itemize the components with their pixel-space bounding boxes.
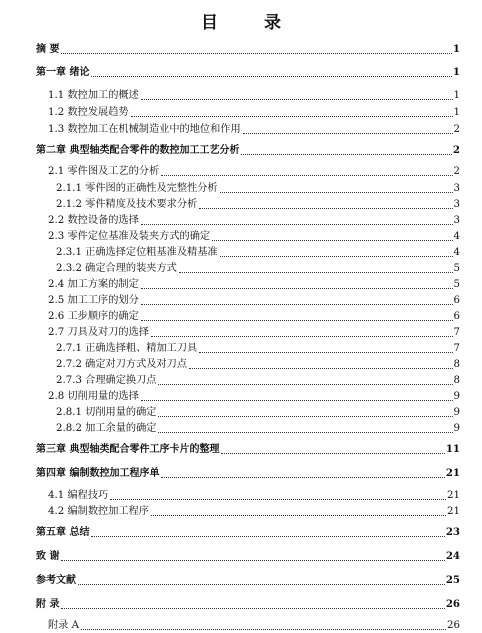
toc-entry-page: 6 — [453, 311, 460, 322]
toc-entry-label: 1.3 数控加工在机械制造业中的地位和作用 — [48, 124, 241, 135]
toc-entry[interactable] — [56, 245, 460, 260]
toc-entry[interactable] — [56, 421, 460, 436]
toc-entry-page: 1 — [452, 66, 460, 78]
toc-entry-label: 2.3.2 确定合理的装夹方式 — [56, 263, 177, 274]
dot-leader — [78, 584, 445, 585]
toc-entry-page: 9 — [453, 423, 460, 434]
toc-entry-page: 3 — [453, 183, 460, 194]
toc-entry-label: 4.2 编制数控加工程序 — [48, 506, 149, 517]
toc-entry[interactable] — [36, 442, 460, 457]
dot-leader — [141, 99, 453, 100]
toc-entry-label: 第四章 编制数控加工程序单 — [36, 468, 160, 479]
toc-entry-label: 2.6 工步顺序的确定 — [48, 311, 139, 322]
toc-entry[interactable] — [48, 229, 460, 244]
toc-entry[interactable] — [48, 122, 460, 137]
toc-entry-page: 7 — [453, 327, 460, 338]
dot-leader — [131, 116, 453, 117]
toc-entry-page: 1 — [453, 90, 460, 101]
toc-entry-page: 23 — [445, 526, 460, 538]
dot-leader — [141, 224, 453, 225]
toc-entry-label: 2.3 零件定位基准及装夹方式的确定 — [48, 231, 211, 242]
dot-leader — [220, 192, 453, 193]
toc-entry[interactable] — [48, 88, 460, 103]
toc-entry-page: 3 — [453, 199, 460, 210]
dot-leader — [141, 304, 453, 305]
dot-leader — [61, 53, 451, 54]
toc-entry-page: 7 — [453, 343, 460, 354]
toc-entry-label: 2.3.1 正确选择定位粗基准及精基准 — [56, 247, 218, 258]
toc-entry-page: 5 — [453, 263, 460, 274]
toc-entry-label: 2.7.2 确定对刀方式及对刀点 — [56, 359, 188, 370]
toc-entry[interactable] — [56, 357, 460, 372]
toc-entry[interactable] — [48, 488, 460, 503]
toc-entry-page: 6 — [453, 295, 460, 306]
toc-entry[interactable] — [48, 618, 460, 633]
dot-leader — [110, 499, 446, 500]
toc-entry-page: 3 — [453, 215, 460, 226]
toc-entry-label: 1.1 数控加工的概述 — [48, 90, 139, 101]
toc-entry-label: 2.2 数控设备的选择 — [48, 215, 139, 226]
dot-leader — [199, 208, 452, 209]
dot-leader — [189, 368, 452, 369]
toc-entry-page: 21 — [445, 467, 460, 479]
toc-entry[interactable] — [48, 293, 460, 308]
toc-entry-label: 第五章 总结 — [36, 527, 90, 538]
toc-entry[interactable] — [48, 504, 460, 519]
toc-entry[interactable] — [48, 105, 460, 120]
dot-leader — [161, 477, 444, 478]
dot-leader — [141, 320, 453, 321]
toc-entry-page: 21 — [447, 490, 460, 501]
dot-leader — [61, 560, 444, 561]
page-title: 目 录 — [201, 13, 301, 33]
toc-entry-label: 第二章 典型轴类配合零件的数控加工工艺分析 — [36, 145, 240, 156]
toc-entry-label: 附 录 — [36, 599, 60, 610]
dot-leader — [151, 336, 453, 337]
toc-entry-label: 2.1 零件图及工艺的分析 — [48, 166, 160, 177]
toc-entry[interactable] — [48, 213, 460, 228]
toc-entry-label: 摘 要 — [36, 44, 60, 55]
toc-entry-label: 4.1 编程技巧 — [48, 490, 109, 501]
toc-entry[interactable] — [36, 466, 460, 481]
dot-leader — [161, 175, 452, 176]
dot-leader — [141, 288, 453, 289]
toc-entry-page: 4 — [453, 231, 460, 242]
toc-entry-label: 参考文献 — [36, 575, 76, 586]
dot-leader — [212, 240, 452, 241]
toc-entry-page: 8 — [453, 375, 460, 386]
toc-entry-page: 24 — [445, 550, 460, 562]
toc-entry-label: 1.2 数控发展趋势 — [48, 107, 129, 118]
toc-entry[interactable] — [56, 197, 460, 212]
toc-entry-label: 第一章 绪论 — [36, 67, 90, 78]
toc-entry-label: 2.8.1 切削用量的确定 — [56, 407, 157, 418]
toc-entry[interactable] — [56, 405, 460, 420]
toc-entry[interactable] — [48, 164, 460, 179]
toc-entry-page: 9 — [453, 407, 460, 418]
toc-entry[interactable] — [48, 309, 460, 324]
toc-entry[interactable] — [56, 341, 460, 356]
dot-leader — [220, 256, 453, 257]
dot-leader — [151, 515, 446, 516]
toc-entry-label: 2.1.1 零件图的正确性及完整性分析 — [56, 183, 218, 194]
toc-entry-label: 2.7.1 正确选择粗、精加工刀具 — [56, 343, 198, 354]
toc-entry-page: 11 — [445, 443, 460, 455]
dot-leader — [241, 154, 451, 155]
toc-entry-label: 2.5 加工工序的划分 — [48, 295, 139, 306]
toc-entry[interactable] — [36, 597, 460, 612]
toc-entry-page: 9 — [453, 391, 460, 402]
toc-entry[interactable] — [56, 261, 460, 276]
dot-leader — [221, 453, 444, 454]
toc-entry[interactable] — [36, 573, 460, 588]
toc-entry-label: 第三章 典型轴类配合零件工序卡片的整理 — [36, 444, 220, 455]
dot-leader — [199, 352, 452, 353]
dot-leader — [61, 608, 444, 609]
toc-entry[interactable] — [36, 65, 460, 80]
toc-entry-page: 1 — [452, 43, 460, 55]
toc-entry-label: 附录 A — [48, 620, 79, 631]
toc-entry[interactable] — [48, 389, 460, 404]
toc-entry-page: 2 — [452, 144, 460, 156]
toc-entry[interactable] — [36, 42, 460, 57]
toc-entry-page: 25 — [445, 574, 460, 586]
dot-leader — [91, 536, 444, 537]
dot-leader — [158, 416, 452, 417]
toc-entry[interactable] — [36, 143, 460, 158]
toc-entry-label: 2.8 切削用量的选择 — [48, 391, 139, 402]
dot-leader — [158, 432, 452, 433]
toc-entry-page: 26 — [445, 598, 460, 610]
toc-entry[interactable] — [36, 525, 460, 540]
toc-entry[interactable] — [56, 181, 460, 196]
toc-entry-page: 8 — [453, 359, 460, 370]
toc-entry-page: 1 — [453, 107, 460, 118]
toc-entry-label: 2.8.2 加工余量的确定 — [56, 423, 157, 434]
dot-leader — [179, 272, 453, 273]
toc-entry[interactable] — [36, 549, 460, 564]
dot-leader — [158, 384, 452, 385]
toc-entry-page: 21 — [447, 506, 460, 517]
dot-leader — [91, 76, 451, 77]
toc-entry-page: 5 — [453, 279, 460, 290]
toc-entry-page: 4 — [453, 247, 460, 258]
toc-entry-page: 26 — [447, 620, 460, 631]
toc-entry-label: 2.7.3 合理确定换刀点 — [56, 375, 157, 386]
toc-entry-label: 致 谢 — [36, 551, 60, 562]
toc-entry-label: 2.1.2 零件精度及技术要求分析 — [56, 199, 198, 210]
toc-entry[interactable] — [56, 373, 460, 388]
toc-entry[interactable] — [48, 325, 460, 340]
dot-leader — [243, 133, 453, 134]
dot-leader — [141, 400, 453, 401]
toc-entry-page: 2 — [453, 124, 460, 135]
toc-entry-page: 2 — [453, 166, 460, 177]
toc-entry-label: 2.4 加工方案的制定 — [48, 279, 139, 290]
toc-entry[interactable] — [48, 277, 460, 292]
toc-entry-label: 2.7 刀具及对刀的选择 — [48, 327, 149, 338]
